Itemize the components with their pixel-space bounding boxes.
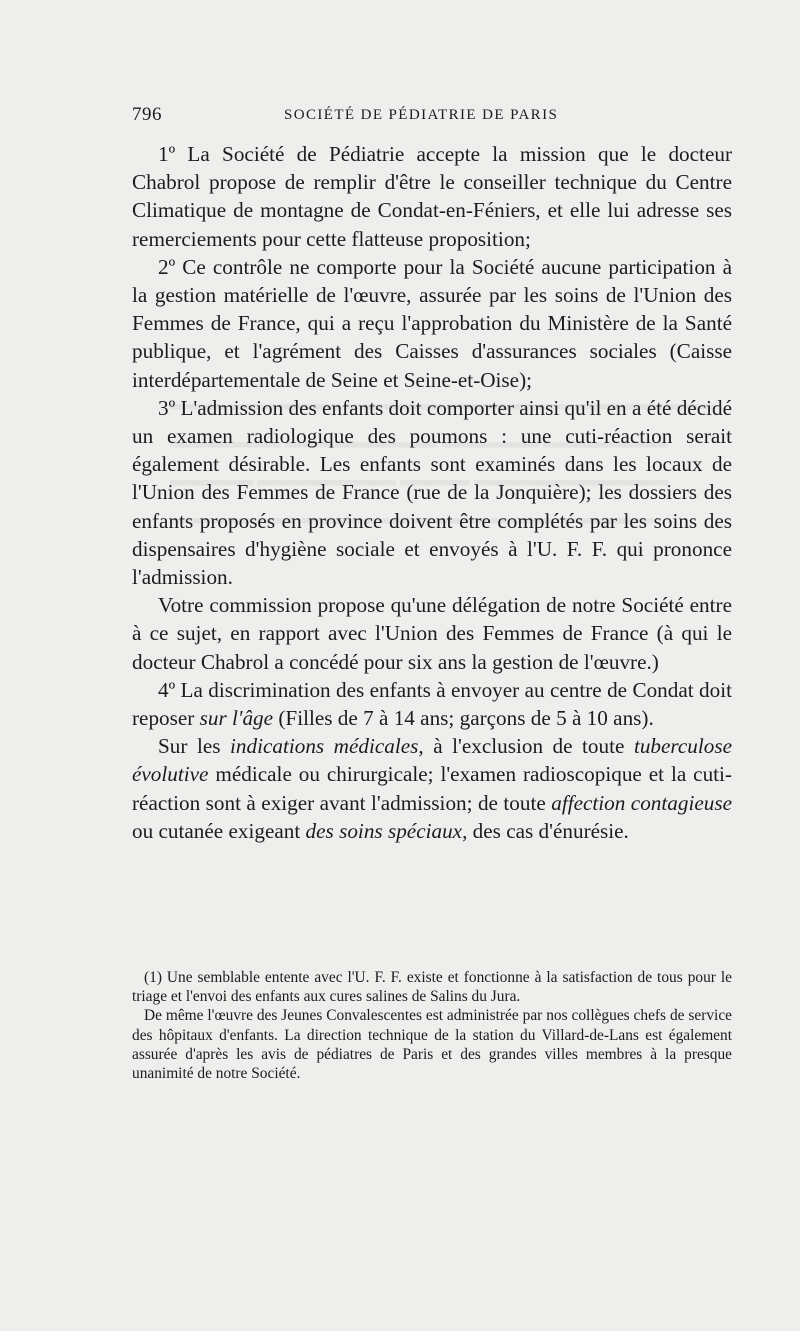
body-paragraph: [132, 591, 732, 676]
text-run: (Filles de 7 à 14 ans; garçons de 5 à 10 ans).: [273, 706, 654, 731]
footnotes: [132, 968, 732, 1083]
text-run: 2º Ce contrôle ne comporte pour la Société aucune participation à la gestion matérielle de l'œuvre, assurée par les soins de l'Union des Femmes de France, qui a reçu l'approbation du Ministère de la Santé publique, et l'agrément des Caisses d'assurances sociales (Caisse interdépartementale de Seine et Seine-et-Oise);: [132, 254, 732, 392]
text-run: 1º La Société de Pédiatrie accepte la mission que le docteur Chabrol propose de remplir d'être le conseiller technique du Centre Climatique de montagne de Condat-en-Féniers, et elle lui adresse ses remerciements pour cette flatteuse proposition;: [132, 142, 732, 251]
italic-phrase: indications médicales: [230, 734, 419, 759]
text-run: ou cutanée exigeant: [132, 818, 306, 843]
text-run: Votre commission propose qu'une délégation de notre Société entre à ce sujet, en rapport avec l'Union des Femmes de France (à qui le docteur Chabrol a concédé pour six ans la gestion de l'œuvre.): [132, 593, 732, 674]
text-run: , à l'exclusion de toute: [418, 734, 634, 759]
body-paragraph: [132, 253, 732, 394]
body-paragraph: [132, 676, 732, 732]
text-run: 3º L'admission des enfants doit comporter ainsi qu'il en a été décidé un examen radiologique des poumons : une cuti-réaction serait également désirable. Les enfants sont examinés dans les locaux de l'Union des Femmes de France (rue de la Jonquière); les dossiers des enfants proposés en province doivent être complétés par les soins des dispensaires d'hygiène sociale et envoyés à l'U. F. F. qui prononce l'admission.: [132, 395, 732, 590]
italic-phrase: des soins spéciaux: [305, 818, 463, 843]
text-run: , des cas d'énurésie.: [462, 818, 629, 843]
italic-phrase: affection contagieuse: [551, 790, 732, 815]
footnote: (1) Une semblable entente avec l'U. F. F. existe et fonctionne à la satisfaction de tous pour le triage et l'envoi des enfants aux cures salines de Salins du Jura.: [132, 969, 732, 1006]
text-run: 4º La discrimination des enfants à envoyer au centre de Condat doit reposer: [132, 677, 732, 731]
running-head: SOCIÉTÉ DE PÉDIATRIE DE PARIS: [284, 107, 559, 123]
body-paragraph: [132, 394, 732, 591]
body-paragraph: [132, 732, 732, 845]
page-header: [132, 104, 732, 130]
text-run: médicale ou chirurgicale; l'examen radioscopique et la cuti-réaction sont à exiger avant l'admission; de toute: [132, 762, 732, 815]
footnote: De même l'œuvre des Jeunes Convalescentes est administrée par nos collègues chefs de service des hôpitaux d'enfants. La direction technique de la station du Villard-de-Lans est également assurée d'après les avis de pédiatres de Paris et des grandes villes membres à la presque unanimité de notre Société.: [132, 1007, 732, 1083]
italic-phrase: tuberculose évolutive: [132, 734, 733, 787]
page-number: 796: [132, 104, 162, 125]
italic-phrase: sur l'âge: [199, 706, 274, 731]
body-text: [132, 140, 732, 845]
body-paragraph: [132, 140, 732, 253]
text-run: Sur les: [158, 734, 230, 759]
